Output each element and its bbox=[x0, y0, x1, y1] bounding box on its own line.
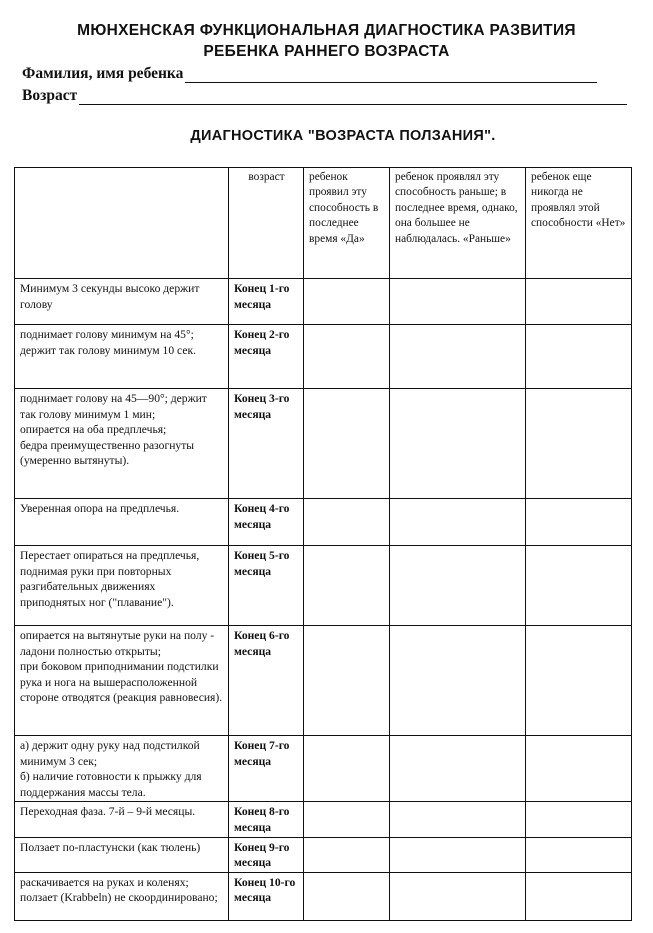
child-name-blank-line[interactable] bbox=[185, 67, 597, 83]
answer-no-cell[interactable] bbox=[526, 546, 632, 626]
skill-cell: опирается на вытянутые руки на полу - ладони полностью открыты; при боковом приподнимании подстилки рука и нога на вышерасположенной стороне отводятся (реакция равновесия). bbox=[15, 626, 229, 736]
answer-yes-cell[interactable] bbox=[304, 546, 390, 626]
table-row bbox=[15, 872, 632, 920]
child-name-label: Фамилия, имя ребенка bbox=[22, 65, 184, 82]
table-row bbox=[15, 499, 632, 546]
age-cell: Конец 9-го месяца bbox=[229, 837, 304, 872]
answer-no-cell[interactable] bbox=[526, 325, 632, 389]
table-row bbox=[15, 546, 632, 626]
answer-earlier-cell[interactable] bbox=[390, 626, 526, 736]
answer-earlier-cell[interactable] bbox=[390, 736, 526, 802]
answer-no-cell[interactable] bbox=[526, 499, 632, 546]
answer-earlier-cell[interactable] bbox=[390, 837, 526, 872]
skill-cell: Переходная фаза. 7-й – 9-й месяцы. bbox=[15, 802, 229, 837]
answer-earlier-cell[interactable] bbox=[390, 389, 526, 499]
answer-yes-cell[interactable] bbox=[304, 279, 390, 325]
answer-yes-cell[interactable] bbox=[304, 499, 390, 546]
table-row bbox=[15, 802, 632, 837]
table-row bbox=[15, 837, 632, 872]
child-age-field bbox=[22, 87, 627, 105]
answer-yes-cell[interactable] bbox=[304, 389, 390, 499]
skill-cell: поднимает голову на 45—90°; держит так голову минимум 1 мин; опирается на оба предплечья; бедра преимущественно разогнуты (умеренно вытянуты). bbox=[15, 389, 229, 499]
table-header-row bbox=[15, 168, 632, 279]
answer-yes-cell[interactable] bbox=[304, 872, 390, 920]
table-row bbox=[15, 279, 632, 325]
answer-yes-cell[interactable] bbox=[304, 736, 390, 802]
answer-yes-cell[interactable] bbox=[304, 802, 390, 837]
answer-earlier-cell[interactable] bbox=[390, 872, 526, 920]
age-cell: Конец 2-го месяца bbox=[229, 325, 304, 389]
skill-cell: поднимает голову минимум на 45°; держит так голову минимум 10 сек. bbox=[15, 325, 229, 389]
answer-yes-cell[interactable] bbox=[304, 325, 390, 389]
answer-no-cell[interactable] bbox=[526, 279, 632, 325]
skill-cell: а) держит одну руку над подстилкой минимум 3 сек; б) наличие готовности к прыжку для поддержания массы тела. bbox=[15, 736, 229, 802]
header-skill bbox=[15, 168, 229, 279]
answer-no-cell[interactable] bbox=[526, 389, 632, 499]
answer-no-cell[interactable] bbox=[526, 837, 632, 872]
age-cell: Конец 5-го месяца bbox=[229, 546, 304, 626]
header-yes: ребенок проявил эту способность в последнее время «Да» bbox=[304, 168, 390, 279]
document-title-line2: РЕБЕНКА РАННЕГО ВОЗРАСТА bbox=[203, 43, 450, 60]
header-age: возраст bbox=[229, 168, 304, 279]
child-name-field bbox=[22, 65, 597, 83]
answer-no-cell[interactable] bbox=[526, 872, 632, 920]
age-cell: Конец 8-го месяца bbox=[229, 802, 304, 837]
skill-cell: Ползает по-пластунски (как тюлень) bbox=[15, 837, 229, 872]
skill-cell: раскачивается на руках и коленях; ползает (Krabbeln) не скоординировано; bbox=[15, 872, 229, 920]
age-cell: Конец 6-го месяца bbox=[229, 626, 304, 736]
document-title-line1: МЮНХЕНСКАЯ ФУНКЦИОНАЛЬНАЯ ДИАГНОСТИКА РАЗВИТИЯ bbox=[77, 22, 576, 39]
answer-earlier-cell[interactable] bbox=[390, 325, 526, 389]
age-cell: Конец 1-го месяца bbox=[229, 279, 304, 325]
age-cell: Конец 3-го месяца bbox=[229, 389, 304, 499]
answer-no-cell[interactable] bbox=[526, 626, 632, 736]
table-row bbox=[15, 736, 632, 802]
table-row bbox=[15, 325, 632, 389]
answer-earlier-cell[interactable] bbox=[390, 546, 526, 626]
child-age-blank-line[interactable] bbox=[79, 89, 627, 105]
skill-cell: Уверенная опора на предплечья. bbox=[15, 499, 229, 546]
answer-yes-cell[interactable] bbox=[304, 837, 390, 872]
answer-no-cell[interactable] bbox=[526, 736, 632, 802]
age-cell: Конец 10-го месяца bbox=[229, 872, 304, 920]
section-title: ДИАГНОСТИКА "ВОЗРАСТА ПОЛЗАНИЯ". bbox=[190, 128, 496, 144]
skill-cell: Перестает опираться на предплечья, поднимая руки при повторных разгибательных движениях приподнятых ног ("плавание"). bbox=[15, 546, 229, 626]
crawling-diagnostics-table bbox=[14, 167, 632, 921]
skill-cell: Минимум 3 секунды высоко держит голову bbox=[15, 279, 229, 325]
age-cell: Конец 4-го месяца bbox=[229, 499, 304, 546]
answer-earlier-cell[interactable] bbox=[390, 499, 526, 546]
table-row bbox=[15, 626, 632, 736]
table-row bbox=[15, 389, 632, 499]
answer-no-cell[interactable] bbox=[526, 802, 632, 837]
answer-yes-cell[interactable] bbox=[304, 626, 390, 736]
answer-earlier-cell[interactable] bbox=[390, 279, 526, 325]
answer-earlier-cell[interactable] bbox=[390, 802, 526, 837]
header-no: ребенок еще никогда не проявлял этой способности «Нет» bbox=[526, 168, 632, 279]
age-cell: Конец 7-го месяца bbox=[229, 736, 304, 802]
child-age-label: Возраст bbox=[22, 87, 78, 104]
header-earlier: ребенок проявлял эту способность раньше; в последнее время, однако, она большее не наблюдалась. «Раньше» bbox=[390, 168, 526, 279]
